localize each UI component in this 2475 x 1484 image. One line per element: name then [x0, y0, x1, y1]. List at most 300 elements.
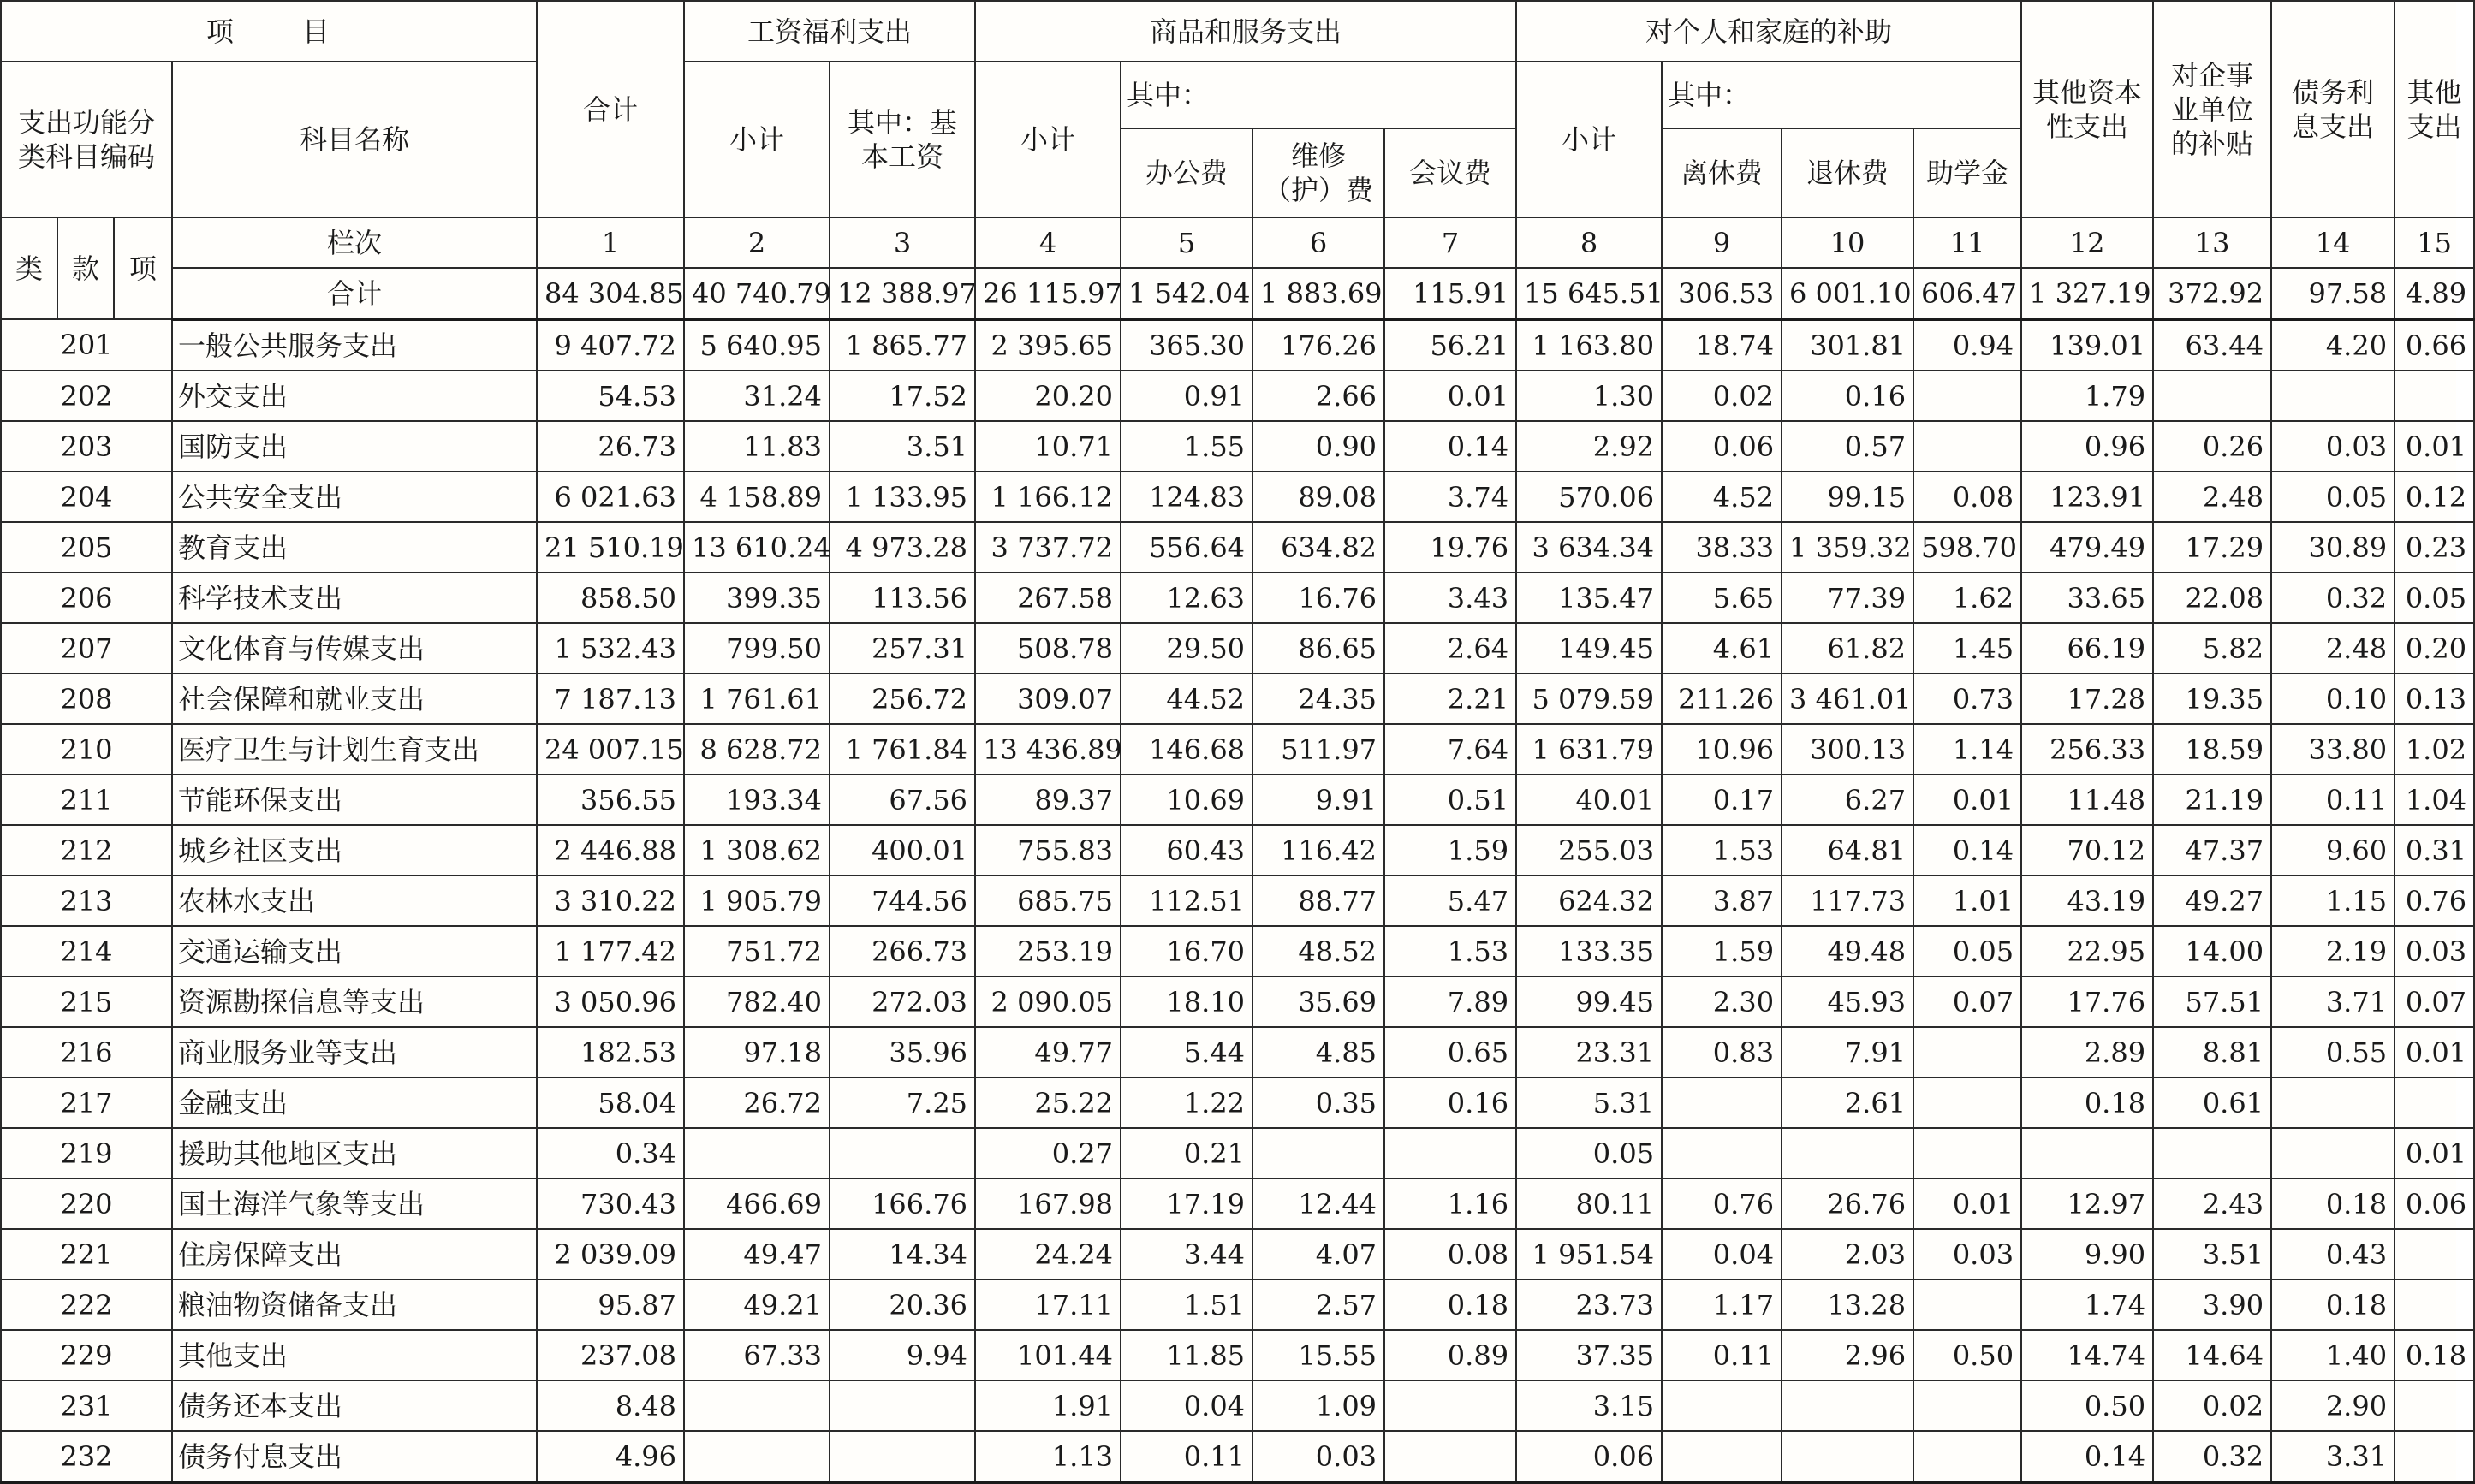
value-cell: 22.95 — [2021, 926, 2153, 976]
function-code-cell: 208 — [1, 674, 172, 724]
value-cell: 4 973.28 — [830, 522, 975, 573]
value-cell: 2 446.88 — [537, 825, 684, 876]
value-cell: 0.06 — [2395, 1178, 2474, 1229]
value-cell: 2.21 — [1384, 674, 1516, 724]
value-cell: 1.04 — [2395, 775, 2474, 825]
value-cell — [1913, 371, 2021, 421]
value-cell: 0.57 — [1782, 421, 1913, 472]
column-number: 3 — [830, 217, 975, 268]
table-row — [1, 1128, 2474, 1178]
value-cell — [2271, 371, 2395, 421]
value-cell — [1384, 1128, 1516, 1178]
value-cell: 0.18 — [2021, 1077, 2153, 1128]
table-row — [1, 421, 2474, 472]
value-cell: 21 510.19 — [537, 522, 684, 573]
value-cell: 0.73 — [1913, 674, 2021, 724]
value-cell: 35.96 — [830, 1027, 975, 1077]
value-cell: 7.25 — [830, 1077, 975, 1128]
value-cell: 0.11 — [1662, 1330, 1782, 1380]
value-cell: 0.76 — [1662, 1178, 1782, 1229]
value-cell: 4 158.89 — [684, 472, 830, 522]
value-cell: 466.69 — [684, 1178, 830, 1229]
value-cell: 13 436.89 — [975, 724, 1121, 775]
grand-total-cell: 1 327.19 — [2021, 268, 2153, 319]
value-cell: 67.33 — [684, 1330, 830, 1380]
value-cell: 3 461.01 — [1782, 674, 1913, 724]
xiang-header: 项 — [114, 217, 172, 319]
column-number-label: 栏次 — [172, 217, 537, 268]
value-cell: 12.63 — [1121, 573, 1252, 623]
table-row — [1, 1077, 2474, 1128]
value-cell: 49.48 — [1782, 926, 1913, 976]
value-cell: 166.76 — [830, 1178, 975, 1229]
value-cell: 0.06 — [1662, 421, 1782, 472]
value-cell: 3.31 — [2271, 1431, 2395, 1482]
column-number: 15 — [2395, 217, 2474, 268]
value-cell: 88.77 — [1252, 876, 1384, 926]
value-cell: 45.93 — [1782, 976, 1913, 1027]
value-cell: 58.04 — [537, 1077, 684, 1128]
value-cell: 193.34 — [684, 775, 830, 825]
subject-name-cell: 文化体育与传媒支出 — [172, 623, 537, 674]
function-code-cell: 221 — [1, 1229, 172, 1279]
function-code-cell: 220 — [1, 1178, 172, 1229]
value-cell: 2.64 — [1384, 623, 1516, 674]
value-cell: 40.01 — [1516, 775, 1662, 825]
value-cell: 0.50 — [2021, 1380, 2153, 1431]
value-cell: 43.19 — [2021, 876, 2153, 926]
value-cell: 139.01 — [2021, 319, 2153, 371]
subject-name-cell: 城乡社区支出 — [172, 825, 537, 876]
value-cell: 272.03 — [830, 976, 975, 1027]
value-cell: 5.31 — [1516, 1077, 1662, 1128]
value-cell: 2 395.65 — [975, 319, 1121, 371]
value-cell: 4.96 — [537, 1431, 684, 1482]
value-cell: 14.34 — [830, 1229, 975, 1279]
value-cell: 0.03 — [1913, 1229, 2021, 1279]
value-cell: 1.62 — [1913, 573, 2021, 623]
value-cell: 0.11 — [1121, 1431, 1252, 1482]
value-cell: 1.15 — [2271, 876, 2395, 926]
value-cell: 95.87 — [537, 1279, 684, 1330]
value-cell: 0.35 — [1252, 1077, 1384, 1128]
value-cell: 4.20 — [2271, 319, 2395, 371]
table-row — [1, 1279, 2474, 1330]
value-cell: 2.92 — [1516, 421, 1662, 472]
value-cell: 14.64 — [2153, 1330, 2271, 1380]
value-cell: 26.76 — [1782, 1178, 1913, 1229]
subject-name-cell: 援助其他地区支出 — [172, 1128, 537, 1178]
value-cell — [2395, 1077, 2474, 1128]
value-cell: 3.71 — [2271, 976, 2395, 1027]
function-code-cell: 216 — [1, 1027, 172, 1077]
value-cell: 2.48 — [2153, 472, 2271, 522]
value-cell: 1.91 — [975, 1380, 1121, 1431]
value-cell: 99.45 — [1516, 976, 1662, 1027]
value-cell: 5.47 — [1384, 876, 1516, 926]
function-code-cell: 203 — [1, 421, 172, 472]
value-cell: 11.85 — [1121, 1330, 1252, 1380]
table-row — [1, 319, 2474, 371]
value-cell — [1782, 1128, 1913, 1178]
value-cell: 2.66 — [1252, 371, 1384, 421]
value-cell: 0.94 — [1913, 319, 2021, 371]
value-cell: 0.01 — [2395, 1027, 2474, 1077]
value-cell: 17.19 — [1121, 1178, 1252, 1229]
value-cell — [684, 1431, 830, 1482]
goods-subtotal-header: 小计 — [975, 62, 1121, 217]
value-cell: 1.16 — [1384, 1178, 1516, 1229]
goods-services-header: 商品和服务支出 — [975, 1, 1516, 62]
value-cell — [1662, 1128, 1782, 1178]
value-cell: 0.32 — [2153, 1431, 2271, 1482]
value-cell: 2.90 — [2271, 1380, 2395, 1431]
value-cell: 0.32 — [2271, 573, 2395, 623]
value-cell: 1.14 — [1913, 724, 2021, 775]
table-row — [1, 674, 2474, 724]
value-cell: 8.81 — [2153, 1027, 2271, 1077]
value-cell — [2395, 1431, 2474, 1482]
value-cell: 8.48 — [537, 1380, 684, 1431]
value-cell: 116.42 — [1252, 825, 1384, 876]
value-cell: 1 532.43 — [537, 623, 684, 674]
value-cell: 0.12 — [2395, 472, 2474, 522]
value-cell: 16.76 — [1252, 573, 1384, 623]
value-cell: 176.26 — [1252, 319, 1384, 371]
value-cell: 63.44 — [2153, 319, 2271, 371]
value-cell: 0.08 — [1384, 1229, 1516, 1279]
value-cell: 31.24 — [684, 371, 830, 421]
value-cell: 0.91 — [1121, 371, 1252, 421]
item-header: 项 目 — [1, 1, 537, 62]
value-cell — [1913, 421, 2021, 472]
function-code-header: 支出功能分类科目编码 — [1, 62, 172, 217]
value-cell — [830, 1380, 975, 1431]
subject-name-cell: 医疗卫生与计划生育支出 — [172, 724, 537, 775]
value-cell — [2271, 1077, 2395, 1128]
value-cell: 7 187.13 — [537, 674, 684, 724]
value-cell — [2153, 371, 2271, 421]
value-cell: 0.07 — [2395, 976, 2474, 1027]
table-row — [1, 623, 2474, 674]
value-cell: 14.74 — [2021, 1330, 2153, 1380]
value-cell — [2153, 1128, 2271, 1178]
value-cell: 0.01 — [1384, 371, 1516, 421]
column-number: 6 — [1252, 217, 1384, 268]
value-cell — [684, 1380, 830, 1431]
value-cell: 17.52 — [830, 371, 975, 421]
value-cell: 511.97 — [1252, 724, 1384, 775]
value-cell: 0.08 — [1913, 472, 2021, 522]
function-code-cell: 215 — [1, 976, 172, 1027]
value-cell: 5.44 — [1121, 1027, 1252, 1077]
column-number: 2 — [684, 217, 830, 268]
grand-total-cell: 372.92 — [2153, 268, 2271, 319]
value-cell: 0.18 — [2395, 1330, 2474, 1380]
value-cell: 0.16 — [1384, 1077, 1516, 1128]
wage-subtotal-header: 小计 — [684, 62, 830, 217]
value-cell: 11.83 — [684, 421, 830, 472]
value-cell: 29.50 — [1121, 623, 1252, 674]
table-row — [1, 876, 2474, 926]
value-cell: 0.17 — [1662, 775, 1782, 825]
value-cell: 744.56 — [830, 876, 975, 926]
value-cell: 3.15 — [1516, 1380, 1662, 1431]
value-cell: 1.79 — [2021, 371, 2153, 421]
grand-total-label: 合计 — [172, 268, 537, 319]
value-cell — [1662, 1431, 1782, 1482]
subject-name-cell: 住房保障支出 — [172, 1229, 537, 1279]
subject-name-cell: 债务付息支出 — [172, 1431, 537, 1482]
value-cell: 0.26 — [2153, 421, 2271, 472]
table-row — [1, 926, 2474, 976]
subject-name-cell: 金融支出 — [172, 1077, 537, 1128]
function-code-cell: 217 — [1, 1077, 172, 1128]
value-cell: 0.01 — [2395, 421, 2474, 472]
value-cell: 0.05 — [1516, 1128, 1662, 1178]
value-cell: 3 050.96 — [537, 976, 684, 1027]
value-cell: 1 163.80 — [1516, 319, 1662, 371]
meeting-fee-header: 会议费 — [1384, 128, 1516, 217]
value-cell: 19.76 — [1384, 522, 1516, 573]
grand-total-cell: 4.89 — [2395, 268, 2474, 319]
value-cell — [1782, 1431, 1913, 1482]
value-cell: 0.16 — [1782, 371, 1913, 421]
total-header: 合计 — [537, 1, 684, 217]
value-cell — [2395, 1279, 2474, 1330]
value-cell: 0.06 — [1516, 1431, 1662, 1482]
subject-name-cell: 农林水支出 — [172, 876, 537, 926]
value-cell: 21.19 — [2153, 775, 2271, 825]
value-cell: 1 905.79 — [684, 876, 830, 926]
value-cell: 3.74 — [1384, 472, 1516, 522]
value-cell: 1.55 — [1121, 421, 1252, 472]
value-cell: 64.81 — [1782, 825, 1913, 876]
table-row — [1, 724, 2474, 775]
value-cell: 117.73 — [1782, 876, 1913, 926]
value-cell: 1 865.77 — [830, 319, 975, 371]
function-code-cell: 214 — [1, 926, 172, 976]
value-cell: 19.35 — [2153, 674, 2271, 724]
value-cell — [1913, 1431, 2021, 1482]
grand-total-cell: 84 304.85 — [537, 268, 684, 319]
function-code-cell: 212 — [1, 825, 172, 876]
value-cell: 48.52 — [1252, 926, 1384, 976]
value-cell: 54.53 — [537, 371, 684, 421]
table-body — [1, 319, 2474, 1482]
value-cell — [1662, 1380, 1782, 1431]
value-cell: 80.11 — [1516, 1178, 1662, 1229]
value-cell: 89.37 — [975, 775, 1121, 825]
value-cell: 89.08 — [1252, 472, 1384, 522]
value-cell: 13.28 — [1782, 1279, 1913, 1330]
value-cell: 211.26 — [1662, 674, 1782, 724]
value-cell: 2.57 — [1252, 1279, 1384, 1330]
subject-name-cell: 其他支出 — [172, 1330, 537, 1380]
value-cell: 1 761.61 — [684, 674, 830, 724]
table-row — [1, 522, 2474, 573]
value-cell: 146.68 — [1121, 724, 1252, 775]
value-cell: 24 007.15 — [537, 724, 684, 775]
column-number: 13 — [2153, 217, 2271, 268]
value-cell: 0.89 — [1384, 1330, 1516, 1380]
office-fee-header: 办公费 — [1121, 128, 1252, 217]
value-cell: 167.98 — [975, 1178, 1121, 1229]
value-cell: 67.56 — [830, 775, 975, 825]
value-cell: 149.45 — [1516, 623, 1662, 674]
value-cell: 556.64 — [1121, 522, 1252, 573]
value-cell: 3 634.34 — [1516, 522, 1662, 573]
table-row — [1, 1380, 2474, 1431]
value-cell: 61.82 — [1782, 623, 1913, 674]
value-cell: 1.13 — [975, 1431, 1121, 1482]
value-cell: 7.91 — [1782, 1027, 1913, 1077]
value-cell: 0.83 — [1662, 1027, 1782, 1077]
basic-wage-header: 其中：基本工资 — [830, 62, 975, 217]
value-cell: 1.40 — [2271, 1330, 2395, 1380]
value-cell: 9.60 — [2271, 825, 2395, 876]
value-cell: 755.83 — [975, 825, 1121, 876]
value-cell — [2395, 1229, 2474, 1279]
value-cell: 5.82 — [2153, 623, 2271, 674]
value-cell: 33.80 — [2271, 724, 2395, 775]
value-cell: 0.90 — [1252, 421, 1384, 472]
value-cell: 598.70 — [1913, 522, 2021, 573]
table-row — [1, 976, 2474, 1027]
value-cell: 16.70 — [1121, 926, 1252, 976]
function-code-cell: 222 — [1, 1279, 172, 1330]
value-cell: 182.53 — [537, 1027, 684, 1077]
subject-name-cell: 粮油物资储备支出 — [172, 1279, 537, 1330]
value-cell: 3.90 — [2153, 1279, 2271, 1330]
grand-total-cell: 115.91 — [1384, 268, 1516, 319]
personal-family-subsidy-header: 对个人和家庭的补助 — [1516, 1, 2021, 62]
value-cell: 0.20 — [2395, 623, 2474, 674]
value-cell: 37.35 — [1516, 1330, 1662, 1380]
value-cell — [2021, 1128, 2153, 1178]
value-cell: 0.66 — [2395, 319, 2474, 371]
value-cell: 1.51 — [1121, 1279, 1252, 1330]
subject-name-cell: 资源勘探信息等支出 — [172, 976, 537, 1027]
value-cell: 237.08 — [537, 1330, 684, 1380]
value-cell: 257.31 — [830, 623, 975, 674]
value-cell: 624.32 — [1516, 876, 1662, 926]
value-cell: 2 039.09 — [537, 1229, 684, 1279]
value-cell: 24.24 — [975, 1229, 1121, 1279]
function-code-cell: 206 — [1, 573, 172, 623]
value-cell: 1.09 — [1252, 1380, 1384, 1431]
value-cell: 0.05 — [2395, 573, 2474, 623]
value-cell: 66.19 — [2021, 623, 2153, 674]
value-cell: 1.59 — [1384, 825, 1516, 876]
value-cell: 399.35 — [684, 573, 830, 623]
table-row — [1, 775, 2474, 825]
value-cell: 0.03 — [2271, 421, 2395, 472]
value-cell: 0.02 — [1662, 371, 1782, 421]
value-cell: 6 021.63 — [537, 472, 684, 522]
value-cell: 0.14 — [2021, 1431, 2153, 1482]
grand-total-cell: 12 388.97 — [830, 268, 975, 319]
value-cell: 0.18 — [2271, 1178, 2395, 1229]
value-cell: 57.51 — [2153, 976, 2271, 1027]
value-cell: 135.47 — [1516, 573, 1662, 623]
value-cell: 479.49 — [2021, 522, 2153, 573]
function-code-cell: 207 — [1, 623, 172, 674]
value-cell: 7.64 — [1384, 724, 1516, 775]
value-cell: 12.44 — [1252, 1178, 1384, 1229]
value-cell: 4.07 — [1252, 1229, 1384, 1279]
value-cell: 9 407.72 — [537, 319, 684, 371]
function-code-cell: 229 — [1, 1330, 172, 1380]
grand-total-cell: 15 645.51 — [1516, 268, 1662, 319]
function-code-cell: 205 — [1, 522, 172, 573]
grand-total-cell: 1 883.69 — [1252, 268, 1384, 319]
value-cell: 267.58 — [975, 573, 1121, 623]
table-row — [1, 1330, 2474, 1380]
function-code-cell: 204 — [1, 472, 172, 522]
value-cell: 0.34 — [537, 1128, 684, 1178]
value-cell: 112.51 — [1121, 876, 1252, 926]
value-cell: 49.21 — [684, 1279, 830, 1330]
debt-interest-header: 债务利息支出 — [2271, 1, 2395, 217]
value-cell: 0.96 — [2021, 421, 2153, 472]
value-cell — [2271, 1128, 2395, 1178]
value-cell: 400.01 — [830, 825, 975, 876]
value-cell: 0.03 — [1252, 1431, 1384, 1482]
value-cell — [1384, 1380, 1516, 1431]
value-cell: 1.74 — [2021, 1279, 2153, 1330]
value-cell: 0.21 — [1121, 1128, 1252, 1178]
value-cell: 6.27 — [1782, 775, 1913, 825]
value-cell: 0.05 — [2271, 472, 2395, 522]
other-capital-header: 其他资本性支出 — [2021, 1, 2153, 217]
value-cell: 38.33 — [1662, 522, 1782, 573]
grand-total-cell: 6 001.10 — [1782, 268, 1913, 319]
value-cell: 0.65 — [1384, 1027, 1516, 1077]
value-cell: 1.17 — [1662, 1279, 1782, 1330]
value-cell: 0.18 — [2271, 1279, 2395, 1330]
table-row — [1, 1178, 2474, 1229]
value-cell: 0.14 — [1913, 825, 2021, 876]
table-row — [1, 1229, 2474, 1279]
value-cell: 356.55 — [537, 775, 684, 825]
value-cell: 60.43 — [1121, 825, 1252, 876]
value-cell: 0.04 — [1662, 1229, 1782, 1279]
value-cell — [830, 1431, 975, 1482]
value-cell: 8 628.72 — [684, 724, 830, 775]
wage-welfare-header: 工资福利支出 — [684, 1, 975, 62]
value-cell: 7.89 — [1384, 976, 1516, 1027]
value-cell: 1 761.84 — [830, 724, 975, 775]
value-cell — [1913, 1128, 2021, 1178]
value-cell: 0.61 — [2153, 1077, 2271, 1128]
value-cell: 301.81 — [1782, 319, 1913, 371]
value-cell: 49.47 — [684, 1229, 830, 1279]
subject-name-header: 科目名称 — [172, 62, 537, 217]
value-cell: 10.96 — [1662, 724, 1782, 775]
column-number: 1 — [537, 217, 684, 268]
value-cell: 123.91 — [2021, 472, 2153, 522]
value-cell: 1 308.62 — [684, 825, 830, 876]
column-number: 4 — [975, 217, 1121, 268]
value-cell: 17.28 — [2021, 674, 2153, 724]
value-cell: 2.43 — [2153, 1178, 2271, 1229]
value-cell: 23.31 — [1516, 1027, 1662, 1077]
subject-name-cell: 教育支出 — [172, 522, 537, 573]
value-cell: 3 310.22 — [537, 876, 684, 926]
value-cell: 0.07 — [1913, 976, 2021, 1027]
value-cell: 17.76 — [2021, 976, 2153, 1027]
